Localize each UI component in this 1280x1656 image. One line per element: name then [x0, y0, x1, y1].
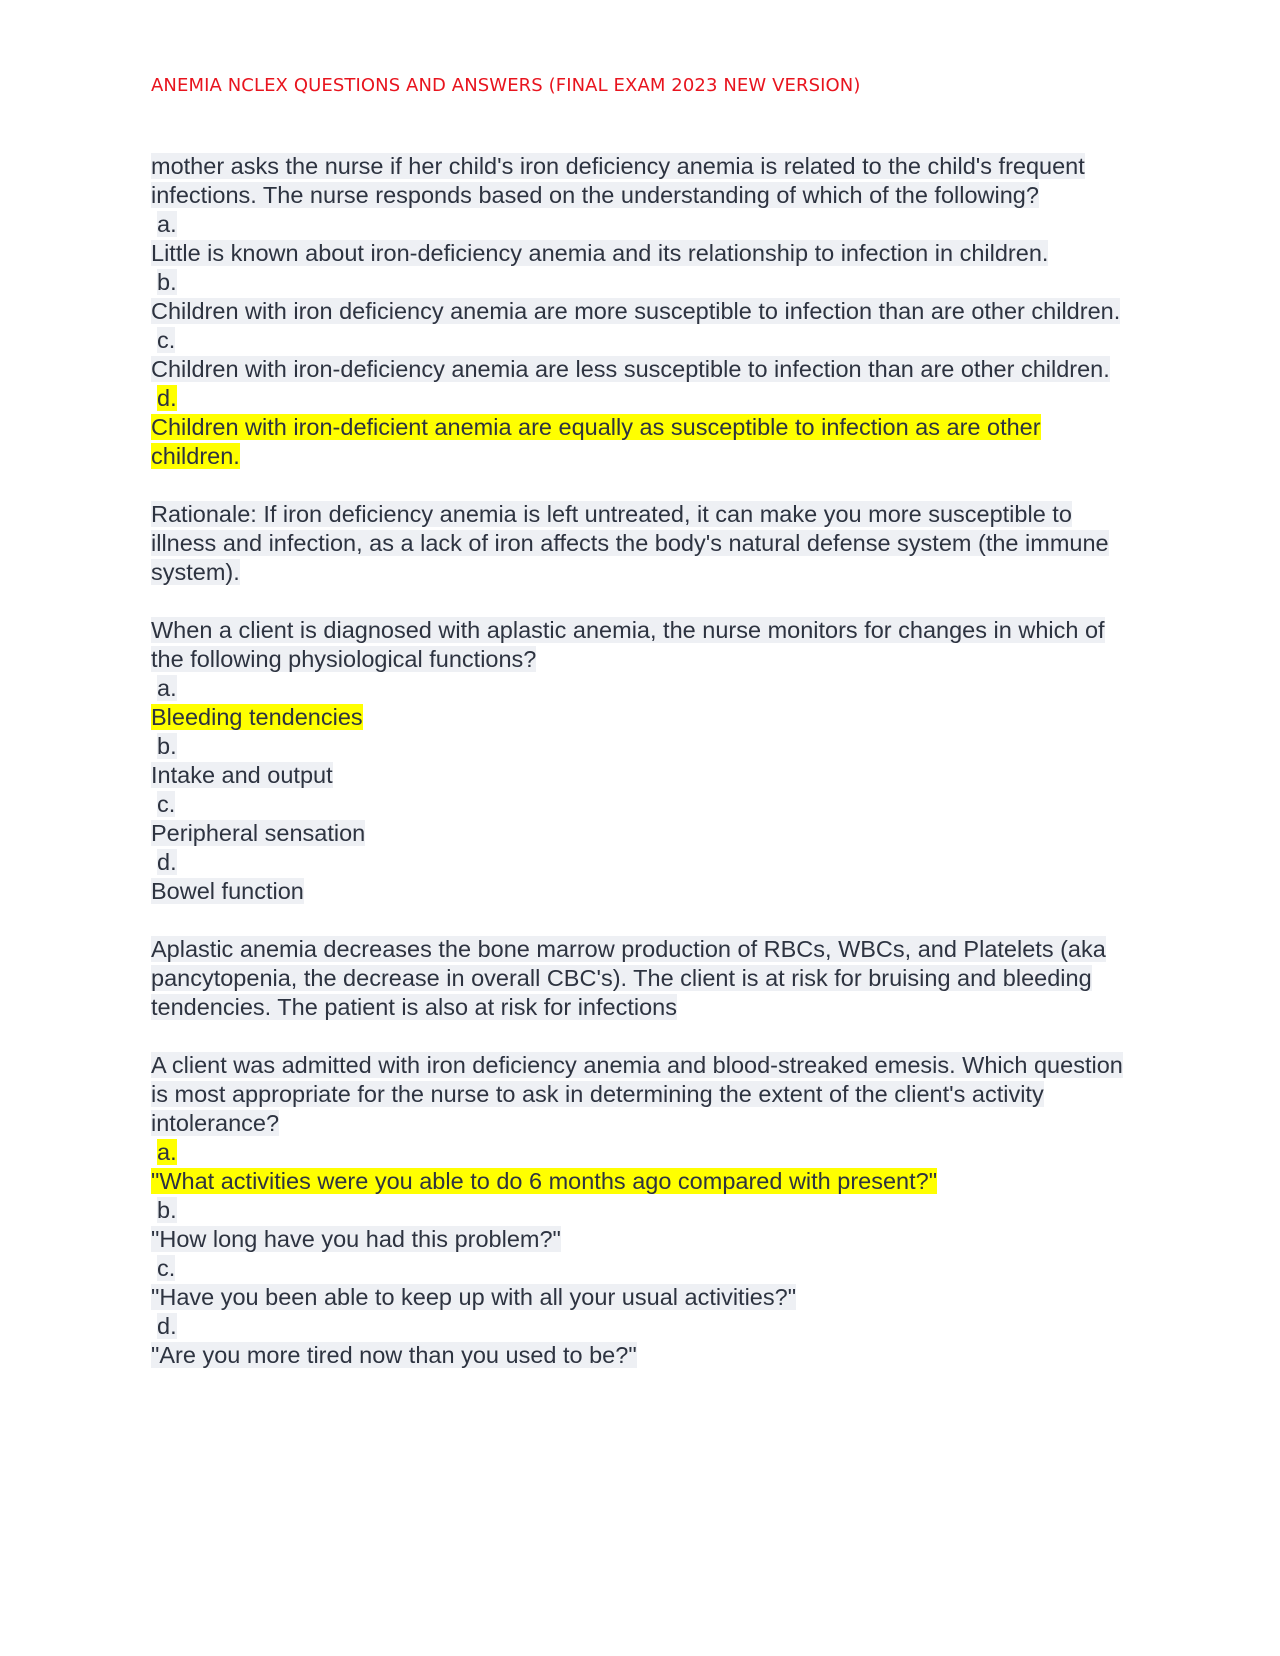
option-letter: d.: [157, 849, 177, 875]
option-letter: b.: [157, 269, 177, 295]
option-text: Peripheral sensation: [151, 820, 366, 846]
question-3-stem: A client was admitted with iron deficiency anemia and blood-streaked emesis. Which question is most appropriate for the nurse to ask in determining the extent of the client's activity intolerance?: [151, 1052, 1123, 1136]
correct-option-letter: d.: [157, 385, 177, 411]
option-letter: c.: [157, 791, 176, 817]
correct-option-text: Children with iron-deficient anemia are equally as susceptible to infection as are other children.: [151, 414, 1041, 469]
option-text: "How long have you had this problem?": [151, 1226, 561, 1252]
option-letter: b.: [157, 1197, 177, 1223]
document-body: [151, 152, 1131, 1370]
correct-option-text: Bleeding tendencies: [151, 704, 363, 730]
option-text: "Have you been able to keep up with all your usual activities?": [151, 1284, 797, 1310]
question-3: [151, 1051, 1131, 1370]
option-text: "Are you more tired now than you used to be?": [151, 1342, 637, 1368]
option-letter: b.: [157, 733, 177, 759]
question-1: [151, 152, 1131, 587]
option-letter: d.: [157, 1313, 177, 1339]
question-1-rationale: Rationale: If iron deficiency anemia is left untreated, it can make you more susceptible to illness and infection, as a lack of iron affects the body's natural defense system (the immune system).: [151, 501, 1109, 585]
question-2: [151, 616, 1131, 1022]
correct-option-text: "What activities were you able to do 6 months ago compared with present?": [151, 1168, 938, 1194]
option-text: Children with iron deficiency anemia are more susceptible to infection than are other children.: [151, 298, 1121, 324]
option-text: Bowel function: [151, 878, 304, 904]
spacer: [151, 587, 1131, 616]
option-letter: a.: [157, 211, 177, 237]
document-header-title: ANEMIA NCLEX QUESTIONS AND ANSWERS (FINAL EXAM 2023 NEW VERSION): [151, 75, 861, 96]
option-letter: c.: [157, 327, 176, 353]
option-letter: a.: [157, 675, 177, 701]
option-text: Little is known about iron-deficiency anemia and its relationship to infection in children.: [151, 240, 1049, 266]
spacer: [151, 906, 1131, 935]
question-2-stem: When a client is diagnosed with aplastic anemia, the nurse monitors for changes in which of the following physiological functions?: [151, 617, 1105, 672]
spacer: [151, 1022, 1131, 1051]
correct-option-letter: a.: [157, 1139, 177, 1165]
question-2-rationale: Aplastic anemia decreases the bone marrow production of RBCs, WBCs, and Platelets (aka pancytopenia, the decrease in overall CBC's). The client is at risk for bruising and bleeding tendencies. The patient is also at risk for infections: [151, 936, 1106, 1020]
question-1-stem: mother asks the nurse if her child's iron deficiency anemia is related to the child's frequent infections. The nurse responds based on the understanding of which of the following?: [151, 153, 1085, 208]
option-text: Intake and output: [151, 762, 333, 788]
option-letter: c.: [157, 1255, 176, 1281]
spacer: [151, 471, 1131, 500]
option-text: Children with iron-deficiency anemia are less susceptible to infection than are other children.: [151, 356, 1110, 382]
